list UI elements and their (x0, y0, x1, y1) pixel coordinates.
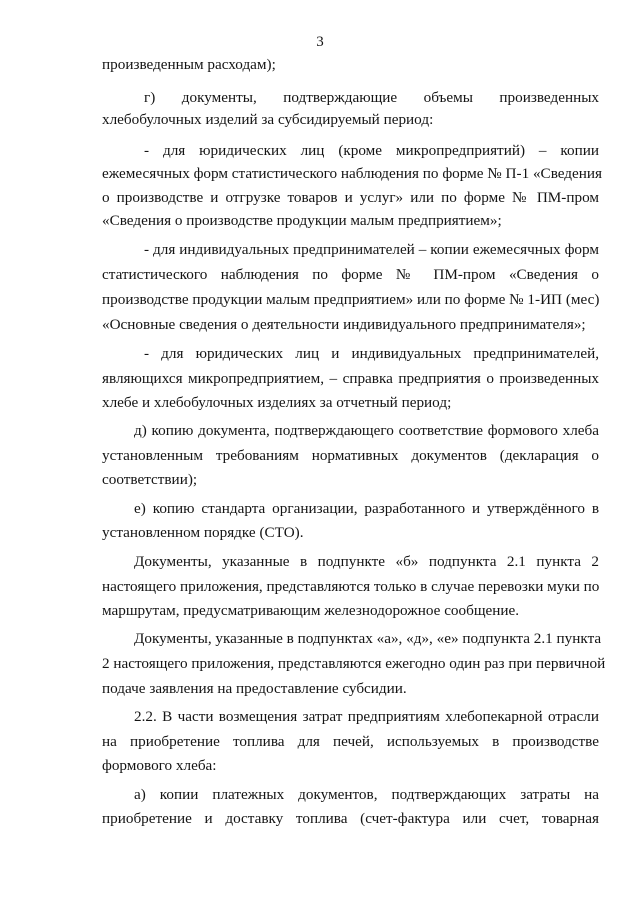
text-line: а) копии платежных документов, подтверждающих затраты на (134, 786, 599, 803)
text-line: формового хлеба: (102, 757, 217, 774)
text-line: соответствии); (102, 471, 198, 488)
text-line: 2.2. В части возмещения затрат предприятиям хлебопекарной отрасли (134, 708, 599, 725)
text-line: о производстве и отгрузке товаров и услуг» или по форме № ПМ-пром (102, 189, 599, 206)
text-line: подаче заявления на предоставление субсидии. (102, 680, 407, 697)
text-line: - для юридических лиц и индивидуальных предпринимателей, (144, 345, 599, 362)
text-line: приобретение и доставку топлива (счет-фактура или счет, товарная (102, 810, 599, 827)
text-line: хлебобулочных изделий за субсидируемый период: (102, 111, 434, 128)
page-number: 3 (316, 34, 324, 50)
text-line: Документы, указанные в подпунктах «а», «д», «е» подпункта 2.1 пункта (134, 630, 602, 647)
text-line: установленном порядке (СТО). (102, 524, 304, 541)
text-line: являющихся микропредприятием, – справка предприятия о произведенных (102, 370, 599, 387)
text-line: на приобретение топлива для печей, используемых в производстве (102, 733, 599, 750)
text-line: г) документы, подтверждающие объемы произведенных (144, 89, 599, 106)
text-line: - для юридических лиц (кроме микропредприятий) – копии (144, 142, 599, 159)
text-line: настоящего приложения, представляются только в случае перевозки муки по (102, 578, 600, 595)
text-line: ежемесячных форм статистического наблюдения по форме № П-1 «Сведения (102, 165, 603, 182)
text-line: е) копию стандарта организации, разработанного и утверждённого в (134, 500, 599, 517)
text-line: 2 настоящего приложения, представляются ежегодно один раз при первичной (102, 655, 606, 672)
text-line: «Сведения о производстве продукции малым предприятием»; (102, 212, 502, 229)
text-line: - для индивидуальных предпринимателей – копии ежемесячных форм (144, 241, 599, 258)
text-line: установленным требованиям нормативных документов (декларация о (102, 447, 599, 464)
text-line: Документы, указанные в подпункте «б» подпункта 2.1 пункта 2 (134, 553, 599, 570)
text-line: произведенным расходам); (102, 56, 276, 73)
text-line: маршрутам, предусматривающим железнодорожное сообщение. (102, 602, 520, 619)
text-line: «Основные сведения о деятельности индивидуального предпринимателя»; (102, 316, 586, 333)
text-line: хлебе и хлебобулочных изделиях за отчетный период; (102, 394, 452, 411)
text-line: статистического наблюдения по форме № ПМ-пром «Сведения о (102, 266, 599, 283)
text-line: д) копию документа, подтверждающего соответствие формового хлеба (134, 422, 599, 439)
text-line: производстве продукции малым предприятием» или по форме № 1-ИП (мес) (102, 291, 600, 308)
